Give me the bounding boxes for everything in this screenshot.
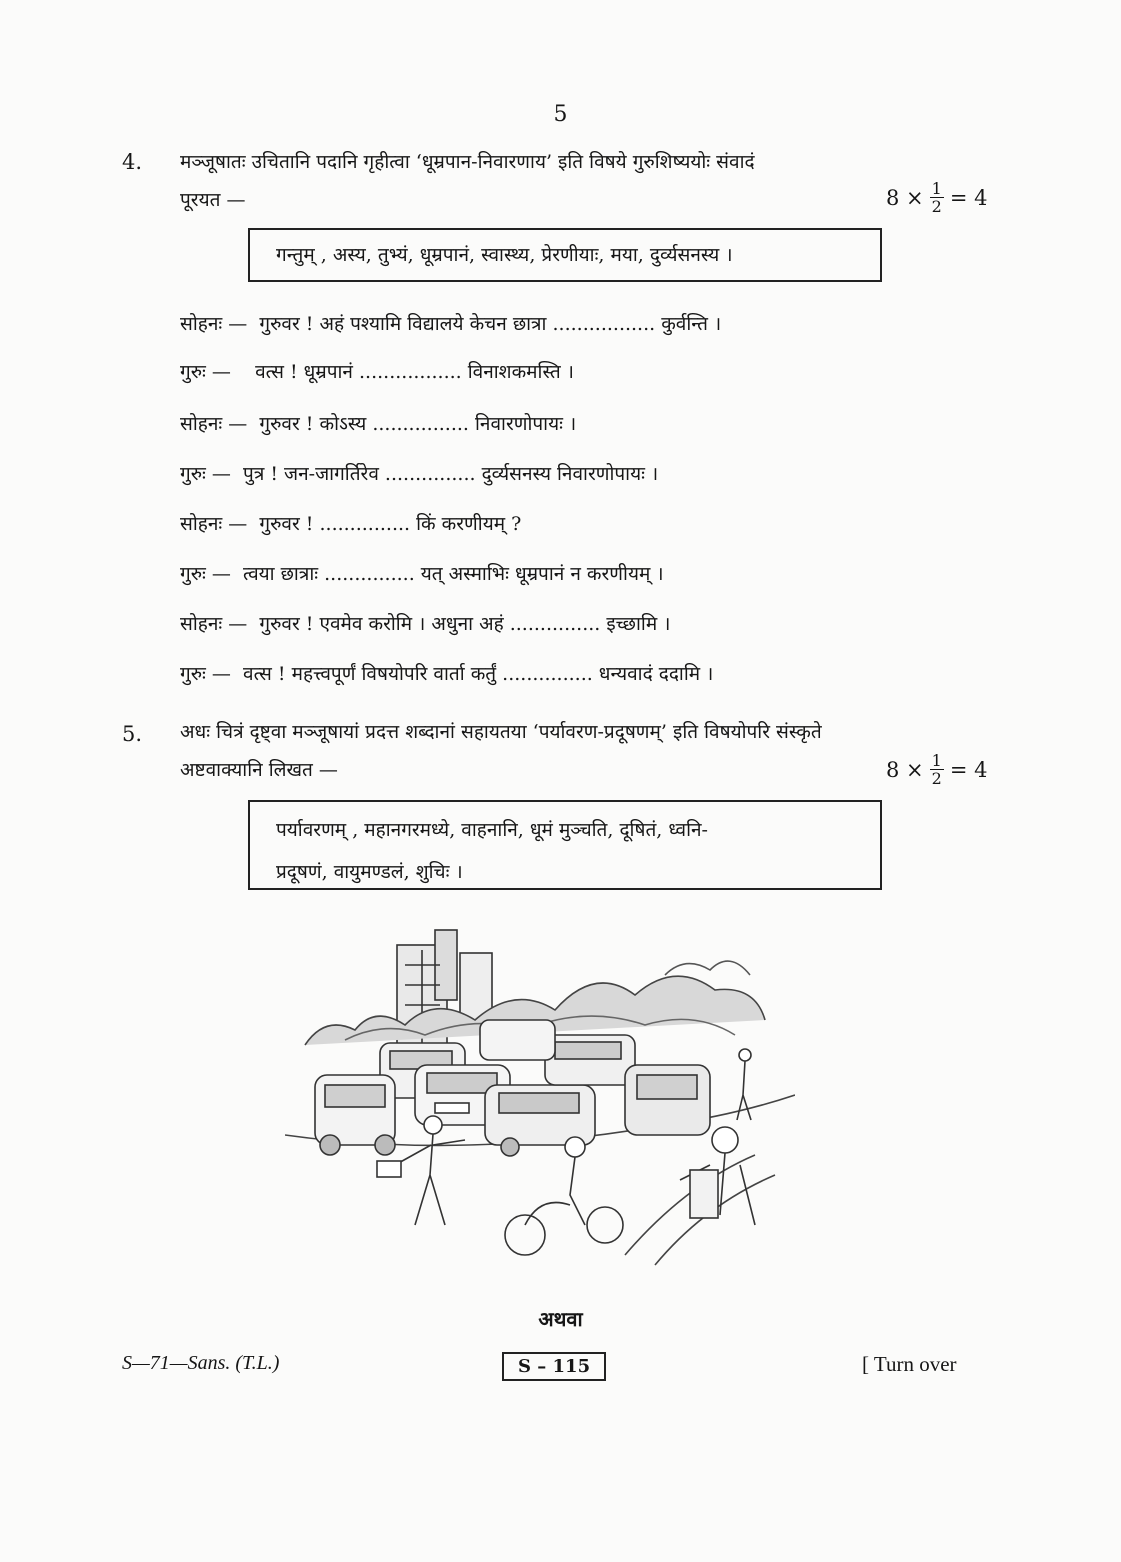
- q5-instruction-line2: अष्टवाक्यानि लिखत —: [180, 759, 338, 781]
- q4-marks-num: 1: [931, 179, 942, 198]
- q4-marks-den: 2: [931, 197, 942, 216]
- page-number: 5: [553, 102, 568, 127]
- dialogue-line: [180, 560, 664, 586]
- q4-word-box: [248, 228, 882, 282]
- q4-instruction-line1: मञ्जूषातः उचितानि पदानि गृहीत्वा ‘धूम्रपान-निवारणाय’ इति विषये गुरुशिष्ययोः संवादं: [180, 151, 755, 173]
- q5-instruction-line1: अधः चित्रं दृष्ट्वा मञ्जूषायां प्रदत्त शब्दानां सहायतया ‘पर्यावरण-प्रदूषणम्’ इति विषयोपरि संस्कृते: [180, 721, 822, 743]
- dialogue-line: [180, 358, 574, 384]
- q5-word-box: [248, 800, 882, 890]
- dialogue-speaker: सोहनः —: [180, 513, 248, 535]
- footer-page-code: S – 115: [502, 1352, 606, 1381]
- q5-marks-den: 2: [931, 769, 942, 788]
- dialogue-text: गुरुवर ! ............... किं करणीयम् ?: [259, 513, 522, 535]
- dialogue-text: वत्स ! महत्त्वपूर्णं विषयोपरि वार्ता कर्तुं ............... धन्यवादं ददामि ।: [243, 663, 714, 685]
- dialogue-text: गुरुवर ! एवमेव करोमि । अधुना अहं ............... इच्छामि ।: [259, 613, 671, 635]
- q4-marks: [886, 180, 987, 215]
- q5-marks: [886, 752, 987, 787]
- q4-word-box-text: गन्तुम् , अस्य, तुभ्यं, धूम्रपानं, स्वास्थ्य, प्रेरणीयाः, मया, दुर्व्यसनस्य ।: [276, 244, 733, 266]
- dialogue-line: [180, 460, 658, 486]
- q5-number: 5.: [122, 722, 143, 746]
- dialogue-line: [180, 510, 521, 536]
- dialogue-line: [180, 310, 721, 336]
- dialogue-line: [180, 660, 713, 686]
- dialogue-text: गुरुवर ! अहं पश्यामि विद्यालये केचन छात्रा ................. कुर्वन्ति ।: [259, 313, 722, 335]
- dialogue-text: गुरुवर ! कोऽस्य ................ निवारणोपायः ।: [259, 413, 577, 435]
- dialogue-text: पुत्र ! जन-जागर्तिरेव ............... दुर्व्यसनस्य निवारणोपायः ।: [243, 463, 659, 485]
- traffic-pollution-illustration: [285, 925, 795, 1270]
- dialogue-speaker: गुरुः —: [180, 463, 231, 485]
- dialogue-line: [180, 410, 576, 436]
- dialogue-speaker: सोहनः —: [180, 313, 248, 335]
- footer-turn-over: [ Turn over: [862, 1352, 957, 1376]
- footer-paper-code: S—71—Sans. (T.L.): [122, 1352, 280, 1374]
- dialogue-text: त्वया छात्राः ............... यत् अस्माभिः धूम्रपानं न करणीयम् ।: [243, 563, 664, 585]
- dialogue-text: वत्स ! धूम्रपानं ................. विनाशकमस्ति ।: [255, 361, 574, 383]
- dialogue-speaker: गुरुः —: [180, 663, 231, 685]
- q5-marks-num: 1: [931, 751, 942, 770]
- dialogue-speaker: सोहनः —: [180, 613, 248, 635]
- dialogue-speaker: गुरुः —: [180, 563, 231, 585]
- q5-marks-lhs: 8 ×: [886, 757, 924, 782]
- q4-instruction-line2: पूरयत —: [180, 189, 246, 211]
- athava-label: अथवा: [538, 1307, 583, 1331]
- q4-marks-fraction: [930, 180, 944, 215]
- q5-word-box-line1: पर्यावरणम् , महानगरमध्ये, वाहनानि, धूमं मुञ्चति, दूषितं, ध्वनि-: [276, 819, 708, 841]
- dialogue-speaker: सोहनः —: [180, 413, 248, 435]
- q4-marks-rhs: = 4: [949, 185, 988, 210]
- q5-marks-fraction: [930, 752, 944, 787]
- q4-number: 4.: [122, 150, 143, 174]
- dialogue-line: [180, 610, 670, 636]
- dialogue-speaker: गुरुः —: [180, 361, 231, 383]
- q4-marks-lhs: 8 ×: [886, 185, 924, 210]
- q5-marks-rhs: = 4: [949, 757, 988, 782]
- q5-word-box-line2: प्रदूषणं, वायुमण्डलं, शुचिः ।: [276, 861, 463, 883]
